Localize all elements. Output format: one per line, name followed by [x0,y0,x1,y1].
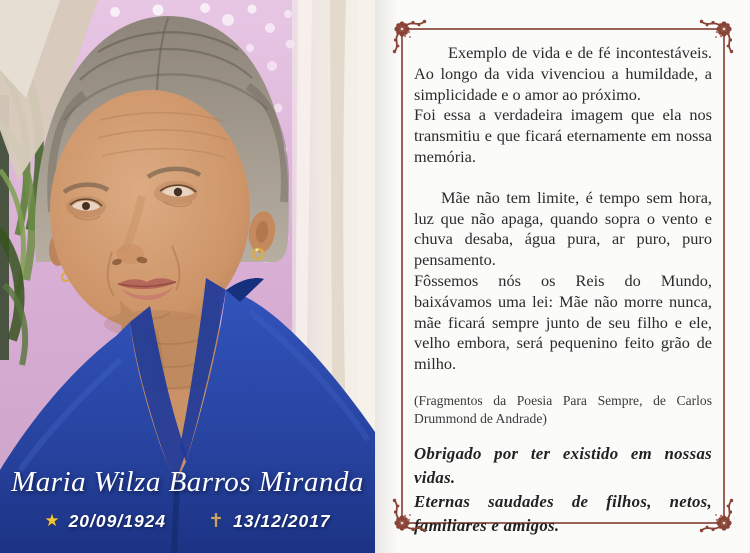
death-date: 13/12/2017 [233,510,331,531]
memorial-paragraph-1b: Foi essa a verdadeira imagem que ela nos transmitiu e que ficará eternamente em nossa memória. [414,105,712,166]
corner-flourish-icon [390,495,430,535]
memorial-paragraph-2b: Fôssemos nós os Reis do Mundo, baixávamos uma lei: Mãe não morre nunca, mãe ficará sempre junto de seu filho e ele, velho embora, será pequenino feito grão de milho. [414,270,712,374]
birth-date: 20/09/1924 [68,510,167,531]
corner-flourish-icon [696,495,736,535]
corner-flourish-icon [696,17,736,57]
memorial-paragraph-2a: Mãe não tem limite, é tempo sem hora, luz que não apaga, quando sopra o vento e chuva desaba, água pura, ar puro, puro pensamento. [414,187,712,270]
text-panel [375,0,750,553]
closing-message-2: Eternas saudades de filhos, netos, familiares e amigos. [414,492,712,536]
birth-star-icon: ★ [44,511,60,531]
closing-message-1: Obrigado por ter existido em nossas vidas. [414,444,712,488]
corner-flourish-icon [390,17,430,57]
deceased-name: Maria Wilza Barros Miranda [11,466,364,498]
birth-date-group [44,511,166,532]
memorial-paragraph-1a: Exemplo de vida e de fé incontestáveis. Ao longo da vida vivenciou a humildade, a simplicidade e o amor ao próximo. [414,43,712,104]
life-dates [0,510,375,532]
memorial-text [414,43,712,538]
death-date-group [208,510,331,532]
ornamental-border [401,28,725,536]
poem-attribution: (Fragmentos da Poesia Para Sempre, de Carlos Drummond de Andrade) [414,392,712,426]
death-cross-icon: ✝ [208,510,225,532]
